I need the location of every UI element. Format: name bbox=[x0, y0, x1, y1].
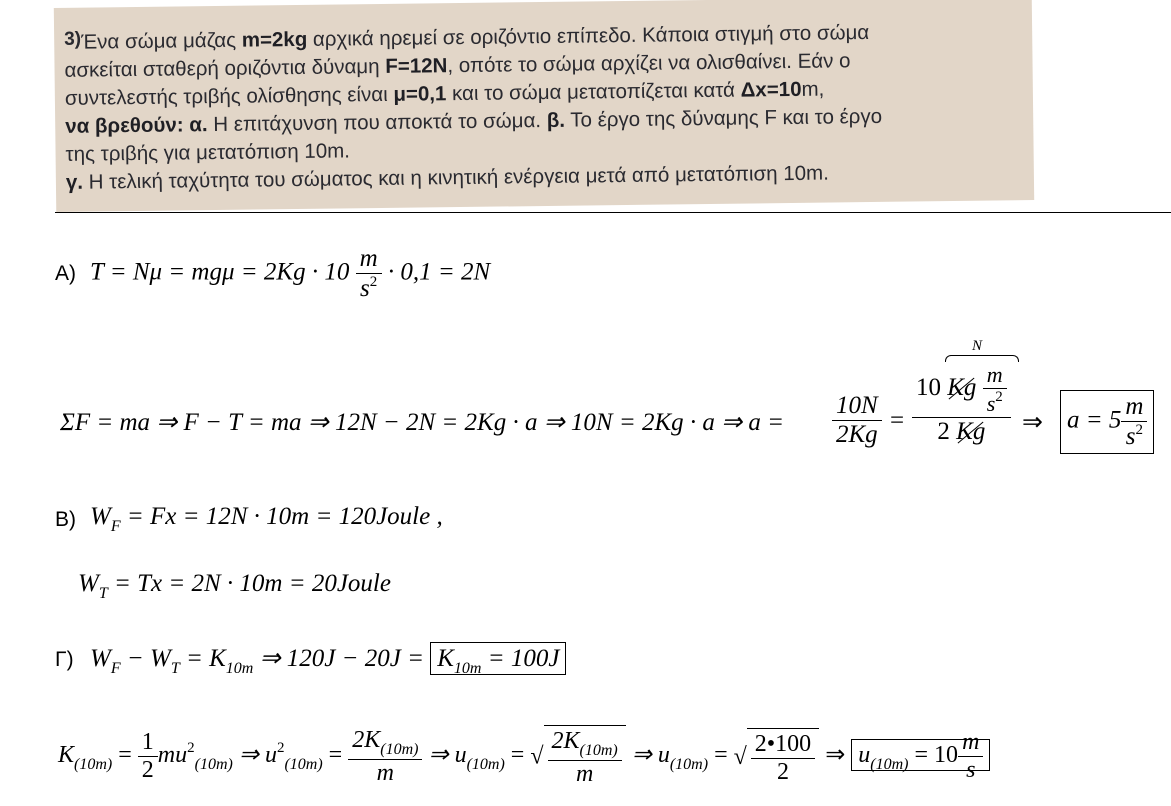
part-c-label: Γ) bbox=[55, 648, 74, 671]
eq-text: ⇒ u bbox=[625, 742, 670, 769]
cancel-kg: Kg bbox=[956, 418, 986, 445]
sqrt: √ $\frac{2•100}{2}$ bbox=[734, 728, 820, 786]
eq-text: mu bbox=[157, 742, 188, 769]
overbrace-label bbox=[972, 338, 982, 355]
part-b-label: B) bbox=[55, 508, 76, 531]
problem-text: αρχικά ηρεμεί σε οριζόντιο επίπεδο. Κάποια στιγμή στο σώμα bbox=[307, 21, 870, 51]
eq-text: K bbox=[437, 645, 454, 672]
frac-den: s bbox=[1125, 423, 1136, 450]
fraction: $\frac{m}{s^2}$ bbox=[356, 245, 382, 303]
eq-text: a = 5 bbox=[1067, 406, 1122, 434]
problem-number: 3) bbox=[64, 28, 82, 50]
eq-text: W bbox=[90, 503, 111, 530]
eq-text: ⇒ bbox=[819, 742, 852, 769]
fraction: $\frac{m}{s^2}$ bbox=[1121, 393, 1147, 451]
fraction bbox=[832, 392, 882, 449]
fraction: $\frac{2K_{(10m)}}{m}$ bbox=[348, 727, 422, 787]
eq-sub: 10m bbox=[453, 660, 482, 677]
eq-text: − W bbox=[120, 645, 171, 672]
problem-bold: β. bbox=[546, 108, 566, 132]
answer-k-box bbox=[430, 642, 566, 675]
eq-newton bbox=[60, 407, 784, 437]
problem-text: Το έργο της δύναμης F και το έργο bbox=[564, 104, 883, 132]
problem-text: , οπότε το σώμα αρχίζει να ολισθαίνει. Εάν ο bbox=[447, 49, 851, 78]
eq-text: ⇒ u bbox=[422, 742, 467, 769]
answer-a-box bbox=[1060, 390, 1154, 454]
eq-sub: 10m bbox=[225, 660, 254, 677]
eq-text: = Fx = 12N · 10m = 120Joule , bbox=[120, 503, 443, 530]
num-10: 10 bbox=[916, 374, 948, 402]
eq-sub: F bbox=[110, 660, 121, 677]
eq-text: = K bbox=[179, 645, 226, 672]
eq-sub: F bbox=[110, 518, 121, 535]
eq-sub: (10m) bbox=[466, 756, 505, 774]
problem-text: συντελεστής τριβής ολίσθησης είναι bbox=[64, 82, 394, 110]
eq-text: W bbox=[78, 570, 99, 597]
problem-bold: γ. bbox=[65, 170, 84, 194]
eq-work-t bbox=[78, 570, 391, 603]
problem-text: και το σώμα μετατοπίζεται κατά bbox=[446, 78, 741, 106]
eq-velocity: $K_{(10m)}$ = $\frac{1}{2}$ $mu^2_{(10m)}$ ⇒ $u^2_{(10m)}$ = $\frac{2K_{(10m)}}{m}$ ⇒ $u_{(10m)}$ = √ $\frac{2K_{(10m)}}{m}$ ⇒ $u_{(10m)}$ = √ $\frac{2•100}{2}$ ⇒ $u_{(10m)} = 10$ $\frac{m}{s}$ bbox=[58, 725, 990, 788]
eq-text: ⇒ 120J − 20J = bbox=[253, 645, 431, 672]
problem-text: Ένα σώμα μάζας bbox=[80, 28, 242, 54]
problem-bold: Δx=10 bbox=[740, 77, 802, 102]
eq-text: = 100J bbox=[481, 645, 560, 672]
problem-photo bbox=[54, 0, 1034, 212]
problem-text: ασκείται σταθερή οριζόντια δύναμη bbox=[64, 54, 386, 82]
eq-frac-10n bbox=[832, 392, 882, 449]
problem-text: Η επιτάχυνση που αποκτά το σώμα. bbox=[207, 108, 547, 137]
eq-work-f bbox=[90, 503, 443, 536]
eq-equals: = bbox=[890, 407, 905, 434]
problem-text: Η τελική ταχύτητα του σώματος και η κινητική ενέργεια μετά από μετατόπιση 10m. bbox=[82, 161, 829, 194]
frac-num: m bbox=[986, 362, 1003, 387]
eq-text: ⇒ u bbox=[232, 742, 277, 769]
frac-den: s bbox=[986, 391, 996, 416]
problem-bold: μ=0,1 bbox=[393, 82, 447, 106]
eq-text: ΣF = ma ⇒ F − T = ma ⇒ 12N − 2N = 2Kg · a ⇒ 10N = 2Kg · a ⇒ a = bbox=[60, 409, 784, 436]
overbrace bbox=[945, 355, 1019, 362]
eq-friction bbox=[90, 245, 490, 303]
eq-text: T = Nμ = mgμ = 2Kg · 10 bbox=[90, 258, 356, 286]
problem-bold: να βρεθούν: α. bbox=[65, 113, 208, 138]
fraction: $\frac{1}{2}$ bbox=[138, 729, 158, 784]
frac-num: m bbox=[359, 245, 378, 272]
eq-text: = bbox=[112, 742, 138, 769]
frac-den: s bbox=[359, 275, 370, 302]
eq-text: = Tx = 2N · 10m = 20Joule bbox=[107, 570, 391, 597]
eq-sub: (10m) bbox=[284, 756, 323, 774]
cancel-kg: Kg bbox=[947, 374, 977, 402]
part-a-label: A) bbox=[55, 262, 76, 285]
eq-big-frac bbox=[912, 362, 1011, 446]
problem-line-5: της τριβής για μετατόπιση 10m. bbox=[65, 139, 351, 166]
frac-num: 10N bbox=[836, 392, 878, 419]
frac-den: 2Kg bbox=[836, 421, 878, 448]
eq-text: · 0,1 = 2N bbox=[381, 258, 491, 286]
overbrace-n: N bbox=[972, 338, 983, 354]
eq-energy bbox=[90, 643, 566, 678]
eq-text: W bbox=[90, 645, 111, 672]
separator-line bbox=[55, 212, 1171, 213]
eq-text: K bbox=[58, 742, 75, 769]
den-2: 2 bbox=[937, 418, 957, 445]
problem-text: m, bbox=[801, 77, 825, 101]
problem-bold: F=12N bbox=[385, 54, 448, 78]
sqrt: √ $\frac{2K_{(10m)}}{m}$ bbox=[530, 725, 625, 788]
problem-bold: m=2kg bbox=[241, 27, 308, 52]
eq-sub: T bbox=[170, 660, 180, 677]
eq-implies: ⇒ bbox=[1022, 409, 1043, 436]
eq-sub: T bbox=[98, 585, 108, 602]
eq-sub: (10m) bbox=[194, 756, 233, 774]
eq-sub: (10m) bbox=[669, 756, 709, 774]
fraction: 10 Kg $\frac{m}{s^2}$ 2 Kg bbox=[912, 362, 1011, 446]
eq-sub: (10m) bbox=[74, 756, 113, 774]
answer-u-box: $u_{(10m)} = 10$ $\frac{m}{s}$ bbox=[851, 739, 990, 771]
frac-num: m bbox=[1125, 393, 1144, 420]
